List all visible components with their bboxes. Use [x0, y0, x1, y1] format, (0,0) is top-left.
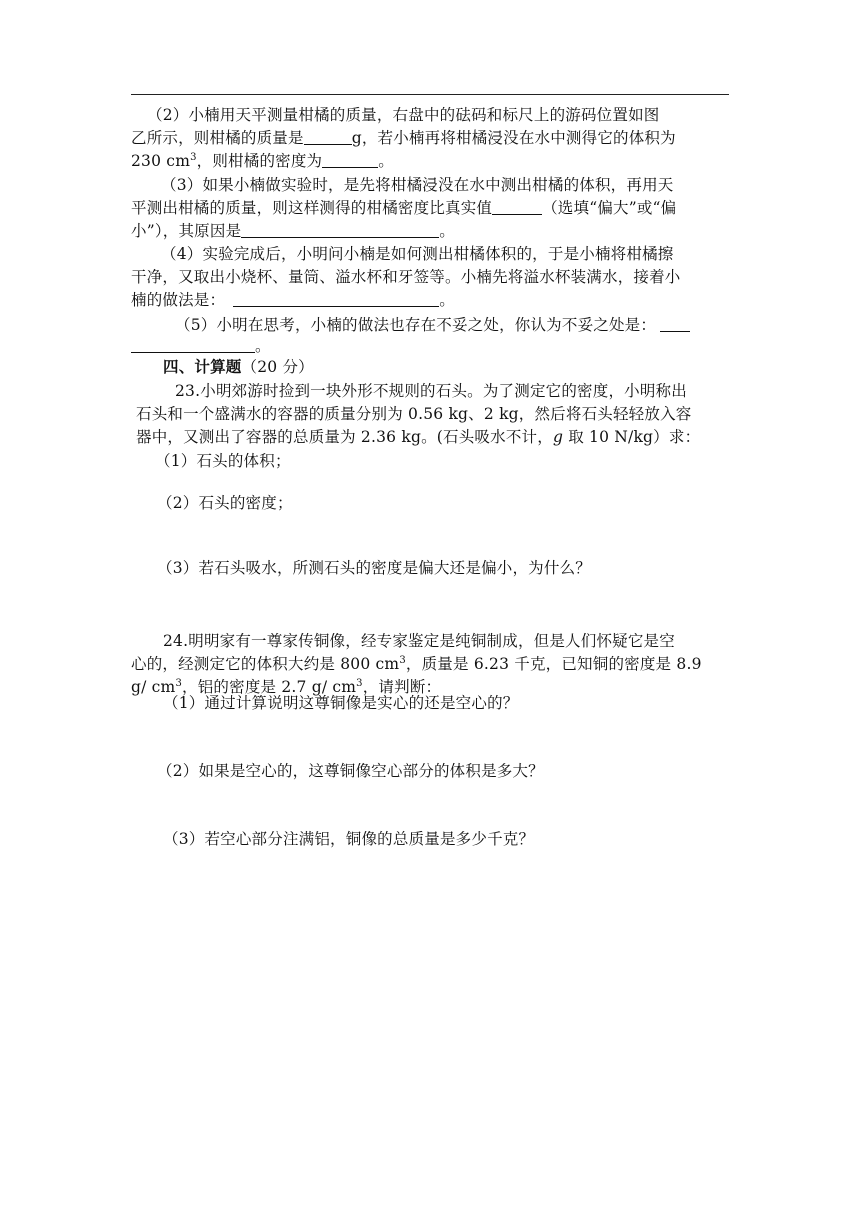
q24-sub2 [157, 760, 757, 782]
q24-text: ，质量是 6.23 千克，已知铜的密度是 8.9 [405, 655, 702, 673]
q24-text: ，铝的密度是 2.7 g/ cm [182, 678, 357, 696]
q22-part3-text: 小”），其原因是 [131, 222, 242, 240]
superscript: 3 [190, 151, 197, 163]
q23-line3 [136, 426, 736, 448]
q23-sub3-text: （3）若石头吸水，所测石头的密度是偏大还是偏小，为什么？ [157, 559, 591, 577]
q24-text: 24.明明家有一尊家传铜像，经专家鉴定是纯铜制成，但是人们怀疑它是空 [163, 632, 675, 650]
flaw-answer-blank-start[interactable] [660, 315, 690, 332]
q23-line1 [175, 380, 775, 402]
superscript: 3 [399, 654, 406, 666]
q23-text: 23.小明郊游时捡到一块外形不规则的石头。为了测定它的密度，小明称出 [175, 382, 687, 400]
q22-part4-line1 [161, 243, 761, 265]
gravity-symbol: g [552, 428, 564, 446]
q23-sub3 [157, 557, 757, 579]
q22-part3-line3 [131, 220, 731, 242]
q23-sub2 [157, 492, 757, 514]
q23-sub1-text: （1）石头的体积； [155, 452, 291, 470]
q24-sub3 [163, 828, 763, 850]
q22-part2-text: ，则柑橘的密度为 [196, 152, 323, 170]
q22-part2-text: g，若小楠再将柑橘浸没在水中测得它的体积为 [351, 129, 676, 147]
q24-text: ，请判断： [362, 678, 442, 696]
q22-part3-text: （选填“偏大”或“偏 [542, 199, 677, 217]
q24-text: g/ cm [131, 678, 176, 696]
q22-part4-text: 楠的做法是： [131, 291, 226, 309]
q23-line2 [136, 403, 736, 425]
q22-part2-line1 [147, 104, 747, 126]
superscript: 3 [175, 677, 183, 689]
q24-sub3-text: （3）若空心部分注满铝，铜像的总质量是多少千克？ [163, 830, 535, 848]
q24-line1 [163, 630, 763, 652]
method-answer-blank[interactable] [233, 290, 439, 307]
q22-part4-line2 [131, 266, 731, 288]
bias-answer-blank[interactable] [492, 198, 542, 215]
q22-part4-text: （4）实验完成后，小明问小楠是如何测出柑橘体积的，于是小楠将柑橘擦 [161, 245, 674, 263]
q22-part2-line2 [131, 127, 731, 149]
volume-value: 230 cm [131, 152, 191, 170]
q24-text: 心的，经测定它的体积大约是 800 cm [131, 655, 400, 673]
q23-sub2-text: （2）石头的密度； [157, 494, 293, 512]
q23-text: 取 10 N/kg）求： [563, 428, 701, 446]
q22-part2-text: （2）小楠用天平测量柑橘的质量，右盘中的砝码和标尺上的游码位置如图 [147, 106, 660, 124]
q22-part4-text: 干净，又取出小烧杯、量筒、溢水杯和牙签等。小楠先将溢水杯装满水，接着小 [131, 268, 681, 286]
punctuation: 。 [439, 291, 455, 309]
q24-sub1 [163, 692, 763, 714]
q23-text: 器中，又测出了容器的总质量为 2.36 kg。(石头吸水不计， [136, 428, 553, 446]
q22-part3-line2 [131, 197, 731, 219]
header-rule [131, 94, 729, 95]
flaw-answer-blank-end[interactable] [131, 336, 255, 353]
punctuation: 。 [439, 222, 455, 240]
superscript: 3 [356, 677, 363, 689]
q22-part5-line1 [175, 314, 775, 336]
q23-sub1 [155, 450, 755, 472]
q22-part3-line1 [161, 174, 761, 196]
reason-answer-blank[interactable] [241, 221, 439, 238]
q22-part2-line3 [131, 150, 731, 172]
density-answer-blank[interactable] [322, 151, 378, 168]
q22-part5-line2 [131, 335, 731, 357]
section-title: 四、计算题 [163, 357, 242, 376]
q24-sub1-text: （1）通过计算说明这尊铜像是实心的还是空心的？ [163, 694, 519, 712]
mass-answer-blank[interactable] [304, 128, 352, 145]
section-score: （20 分） [241, 358, 314, 376]
q22-part4-line3 [131, 289, 731, 311]
q22-part2-text: 乙所示，则柑橘的质量是 [131, 129, 304, 147]
q22-part3-text: （3）如果小楠做实验时，是先将柑橘浸没在水中测出柑橘的体积，再用天 [161, 176, 674, 194]
punctuation: 。 [378, 152, 394, 170]
section-heading [163, 356, 763, 378]
q22-part5-text: （5）小明在思考，小楠的做法也存在不妥之处，你认为不妥之处是： [175, 316, 657, 334]
q24-sub2-text: （2）如果是空心的，这尊铜像空心部分的体积是多大？ [157, 762, 544, 780]
punctuation: 。 [255, 337, 271, 355]
q22-part3-text: 平测出柑橘的质量，则这样测得的柑橘密度比真实值 [131, 199, 493, 217]
q23-text: 石头和一个盛满水的容器的质量分别为 0.56 kg、2 kg，然后将石头轻轻放入容 [136, 405, 692, 423]
q24-line2 [131, 653, 731, 675]
